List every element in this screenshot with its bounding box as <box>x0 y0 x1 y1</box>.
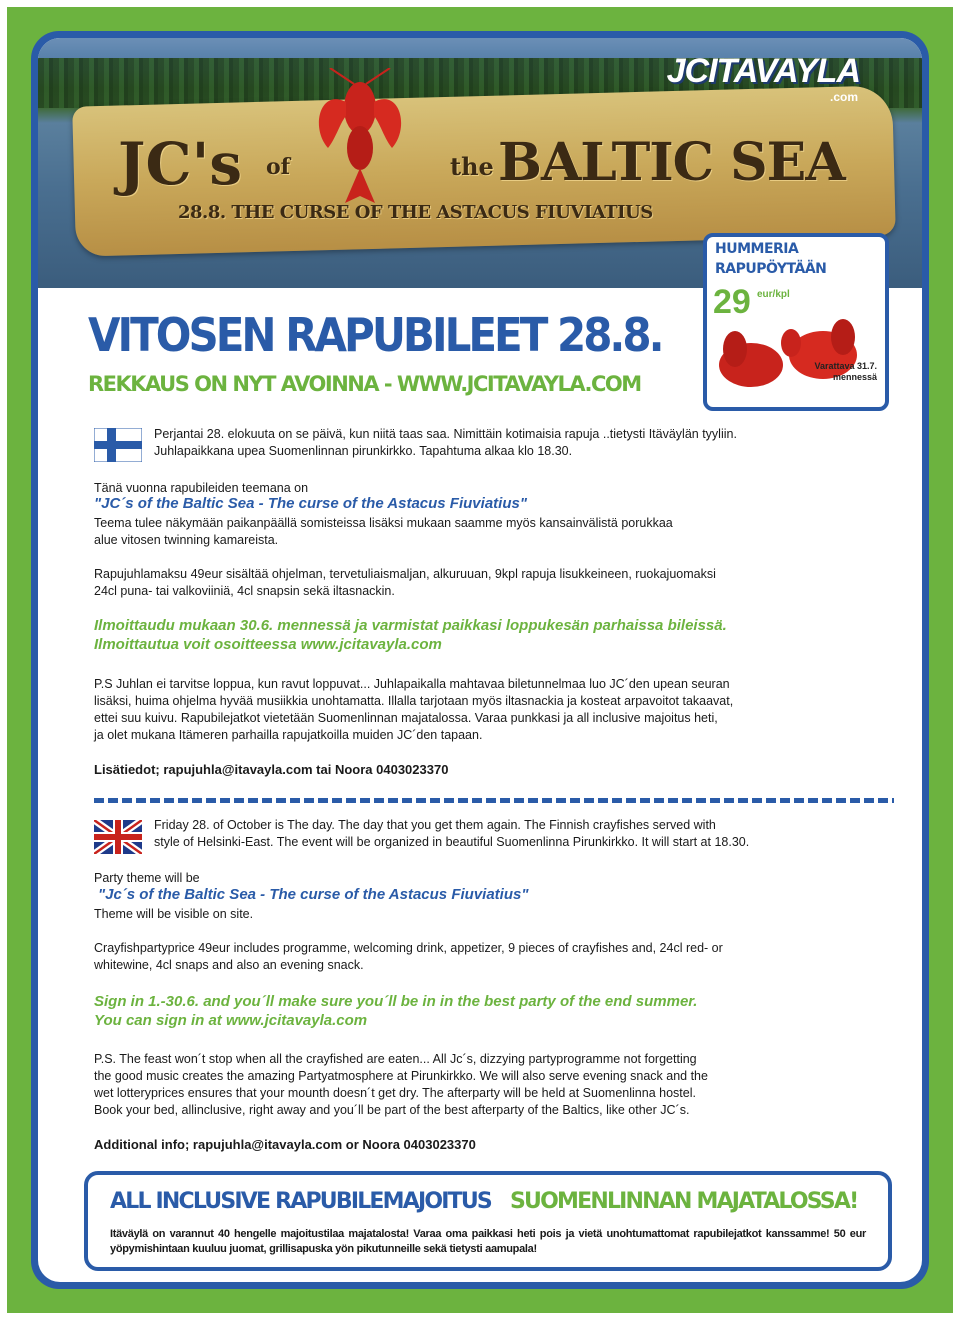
fi-price-line2: 24cl puna- tai valkoviiniä, 4cl snapsin sekä iltasnackin. <box>94 584 395 598</box>
en-ps-line4: Book your bed, allinclusive, right away and you´ll be part of the best afterparty of the Baltics, like other JC´s. <box>94 1103 690 1117</box>
accommodation-title-blue: ALL INCLUSIVE RAPUBILEMAJOITUS <box>110 1189 491 1214</box>
en-theme: "Jc´s of the Baltic Sea - The curse of the Astacus Fiuviatius" <box>98 886 529 903</box>
fi-theme-desc2: alue vitosen twinning kamareista. <box>94 533 279 547</box>
promo-price: 29 <box>713 283 751 321</box>
poster-inner <box>38 38 922 1282</box>
fi-theme: "JC´s of the Baltic Sea - The curse of the Astacus Fiuviatius" <box>94 495 527 512</box>
promo-unit: eur/kpl <box>757 289 790 300</box>
fi-price-line1: Rapujuhlamaksu 49eur sisältää ohjelman, tervetuliaismaljan, alkuruuan, 9kpl rapuja lisukkeineen, ruokajuomaksi <box>94 567 716 581</box>
brand-logo: JCITAVAYLA <box>666 52 860 90</box>
en-ps-line1: P.S. The feast won´t stop when all the crayfished are eaten... All Jc´s, dizzying partyprogramme not forgetting <box>94 1052 697 1066</box>
banner-title-right: BALTIC SEA <box>498 132 845 193</box>
fi-ps-line3: ettei suu kuivu. Rapubilejatkot vietetään Suomenlinnan majatalossa. Varaa punkkasi ja all inclusive majoitus heti, <box>94 711 718 725</box>
en-signup-line1: Sign in 1.-30.6. and you´ll make sure you´ll be in in the best party of the end summer. <box>94 993 698 1010</box>
fi-ps-line2: lisäksi, huima ohjelma hyvää musiikkia unohtamatta. Illalla tarjotaan myös iltasnackia ja kosteat arpavoitot takaavat, <box>94 694 734 708</box>
en-price-line1: Crayfishpartyprice 49eur includes programme, welcoming drink, appetizer, 9 pieces of crayfishes and, 24cl red- or <box>94 941 723 955</box>
fi-contact: Lisätiedot; rapujuhla@itavayla.com tai Noora 0403023370 <box>94 762 449 777</box>
poster-card <box>31 31 929 1289</box>
en-intro-line2: style of Helsinki-East. The event will be organized in beautiful Suomenlinna Pirunkirkko. It will start at 18.30. <box>154 835 750 849</box>
fi-ps-line4: ja olet mukana Itämeren parhailla rapujatkoilla muiden JC´den tapaan. <box>94 728 483 742</box>
banner-title-left: JC's <box>118 130 243 198</box>
banner-subtitle: 28.8. THE CURSE OF THE ASTACUS FIUVIATIUS <box>178 202 653 223</box>
fi-ps-line1: P.S Juhlan ei tarvitse loppua, kun ravut loppuvat... Juhlapaikalla mahtavaa biletunnelmaa luo JC´den upean seuran <box>94 677 730 691</box>
en-ps-line2: the good music creates the amazing Partyatmosphere at Pirunkirkko. We will also serve evening snack and the <box>94 1069 708 1083</box>
section-divider <box>94 798 894 803</box>
finnish-flag-icon <box>94 428 142 462</box>
headline: VITOSEN RAPUBILEET 28.8. <box>88 308 662 362</box>
lobster-pair-icon <box>711 309 873 399</box>
promo-line1: HUMMERIA <box>715 241 799 257</box>
promo-line2: RAPUPÖYTÄÄN <box>715 261 827 277</box>
accommodation-box <box>84 1171 892 1271</box>
en-price-line2: whitewine, 4cl snaps and also an evening snack. <box>94 958 364 972</box>
promo-box <box>703 233 889 411</box>
brand-logo-suffix: .com <box>829 90 858 104</box>
uk-flag-icon <box>94 820 142 854</box>
en-signup-line2: You can sign in at www.jcitavayla.com <box>94 1012 368 1029</box>
en-intro-line1: Friday 28. of October is The day. The day that you get them again. The Finnish crayfishes served with <box>154 818 716 832</box>
accommodation-text: Itäväylä on varannut 40 hengelle majoitustilaa majatalosta! Varaa oma paikkasi heti pois ja vietä unohtumattomat rapubilejatkot kanssamme! 50 eur yöpymishintaan kuuluu juomat, grillisapuska yön pikutunneille sekä tietysti aamupala! <box>110 1228 866 1255</box>
en-theme-intro: Party theme will be <box>94 871 200 885</box>
fi-intro-line2: Juhlapaikkana upea Suomenlinnan pirunkirkko. Tapahtuma alkaa klo 18.30. <box>154 444 573 458</box>
en-theme-desc: Theme will be visible on site. <box>94 907 254 921</box>
en-ps-line3: wet lotteryprices ensures that your mounth doesn´t get dry. The afterparty will be held at Suomenlinna hostel. <box>94 1086 696 1100</box>
green-frame <box>7 7 953 1313</box>
fi-intro-line1: Perjantai 28. elokuuta on se päivä, kun niitä taas saa. Nimittäin kotimaisia rapuja ..tietysti Itäväylän tyyliin. <box>154 427 737 441</box>
fi-theme-desc1: Teema tulee näkymään paikanpäällä somisteissa lisäksi mukaan saamme myös kansainvälistä porukkaa <box>94 516 673 530</box>
fi-theme-intro: Tänä vuonna rapubileiden teemana on <box>94 481 309 495</box>
accommodation-title-green: SUOMENLINNAN MAJATALOSSA! <box>510 1189 858 1214</box>
fi-signup-line2: Ilmoittautua voit osoitteessa www.jcitavayla.com <box>94 636 442 653</box>
lobster-icon <box>300 68 420 218</box>
banner-title-of: of <box>266 154 291 180</box>
en-contact: Additional info; rapujuhla@itavayla.com or Noora 0403023370 <box>94 1137 476 1152</box>
banner-title-the: the <box>450 152 494 181</box>
promo-note-line1: Varattava 31.7. <box>814 361 877 371</box>
fi-signup-line1: Ilmoittaudu mukaan 30.6. mennessä ja varmistat paikkasi loppukesän parhaissa bileissä. <box>94 617 727 634</box>
subheadline: REKKAUS ON NYT AVOINNA - WWW.JCITAVAYLA.COM <box>88 372 641 396</box>
promo-note-line2: mennessä <box>832 372 877 382</box>
promo-note <box>807 361 877 383</box>
